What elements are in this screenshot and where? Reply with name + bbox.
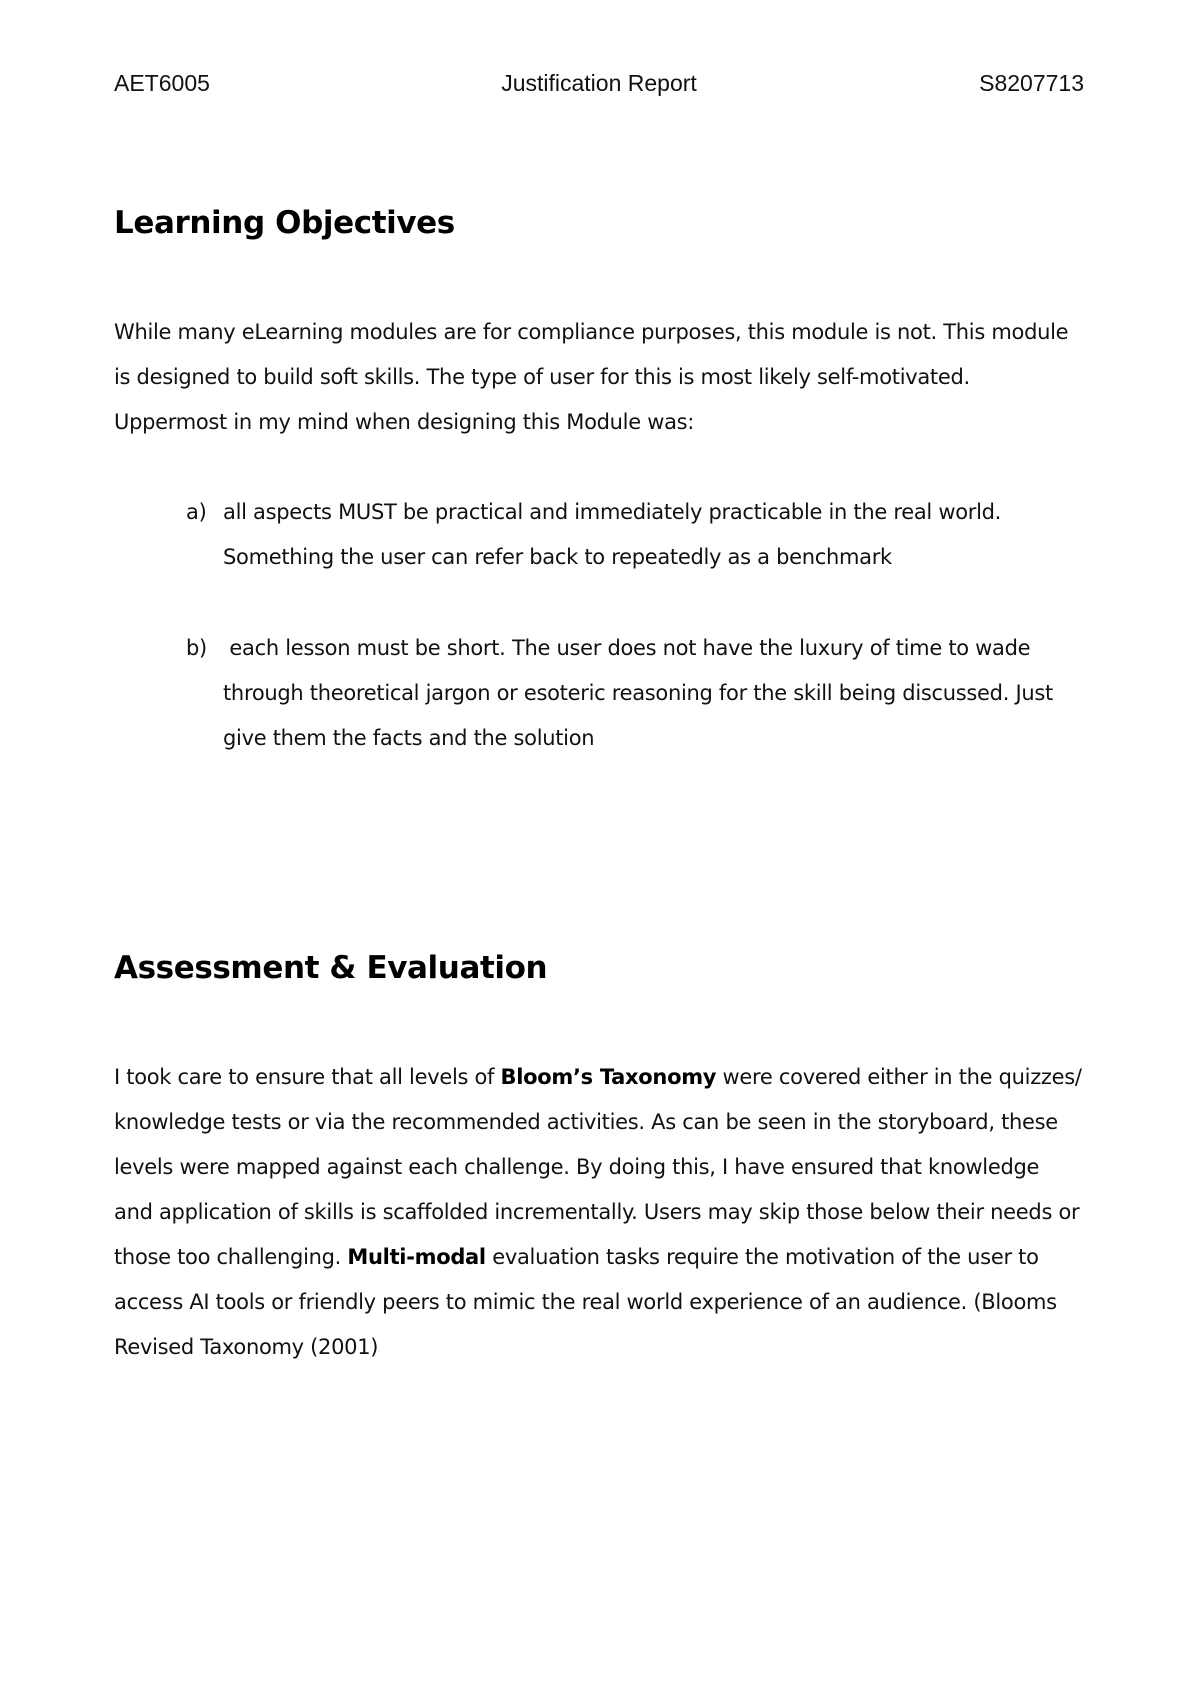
assessment-text-1: I took care to ensure that all levels of: [114, 1065, 501, 1089]
list-item-text: all aspects MUST be practical and immediately practicable in the real world. Something the user can refer back to repeatedly as a benchmark: [223, 500, 1002, 569]
list-marker: a): [186, 500, 207, 524]
objective-item-a: [186, 490, 1066, 580]
header-title: Justification Report: [501, 70, 697, 96]
page-header: [114, 70, 1084, 102]
assessment-text-3: evaluation tasks require the motivation of the user to access AI tools or friendly peers to mimic the real world experience of an audience. (Blooms Revised Taxonomy (2001): [114, 1245, 1057, 1359]
blooms-taxonomy-term: Bloom’s Taxonomy: [500, 1065, 717, 1089]
assessment-heading: Assessment & Evaluation: [114, 950, 548, 986]
header-student-id: S8207713: [979, 70, 1084, 96]
multi-modal-term: Multi-modal: [347, 1245, 486, 1269]
header-course-code: AET6005: [114, 70, 210, 96]
assessment-text-2: were covered either in the quizzes/ knowledge tests or via the recommended activities. As can be seen in the storyboard, these levels were mapped against each challenge. By doing this, I have ensured that knowledge and application of skills is scaffolded incrementally. Users may skip those below their needs or those too challenging.: [114, 1065, 1082, 1269]
list-marker: b): [186, 636, 207, 660]
assessment-paragraph: [114, 1055, 1084, 1370]
objective-item-b: [186, 626, 1066, 761]
learning-objectives-heading: Learning Objectives: [114, 205, 455, 241]
list-item-text: each lesson must be short. The user does not have the luxury of time to wade through theoretical jargon or esoteric reasoning for the skill being discussed. Just give them the facts and the solution: [223, 636, 1060, 750]
learning-objectives-intro: While many eLearning modules are for compliance purposes, this module is not. This module is designed to build soft skills. The type of user for this is most likely self-motivated. Uppermost in my mind when designing this Module was:: [114, 320, 1069, 434]
